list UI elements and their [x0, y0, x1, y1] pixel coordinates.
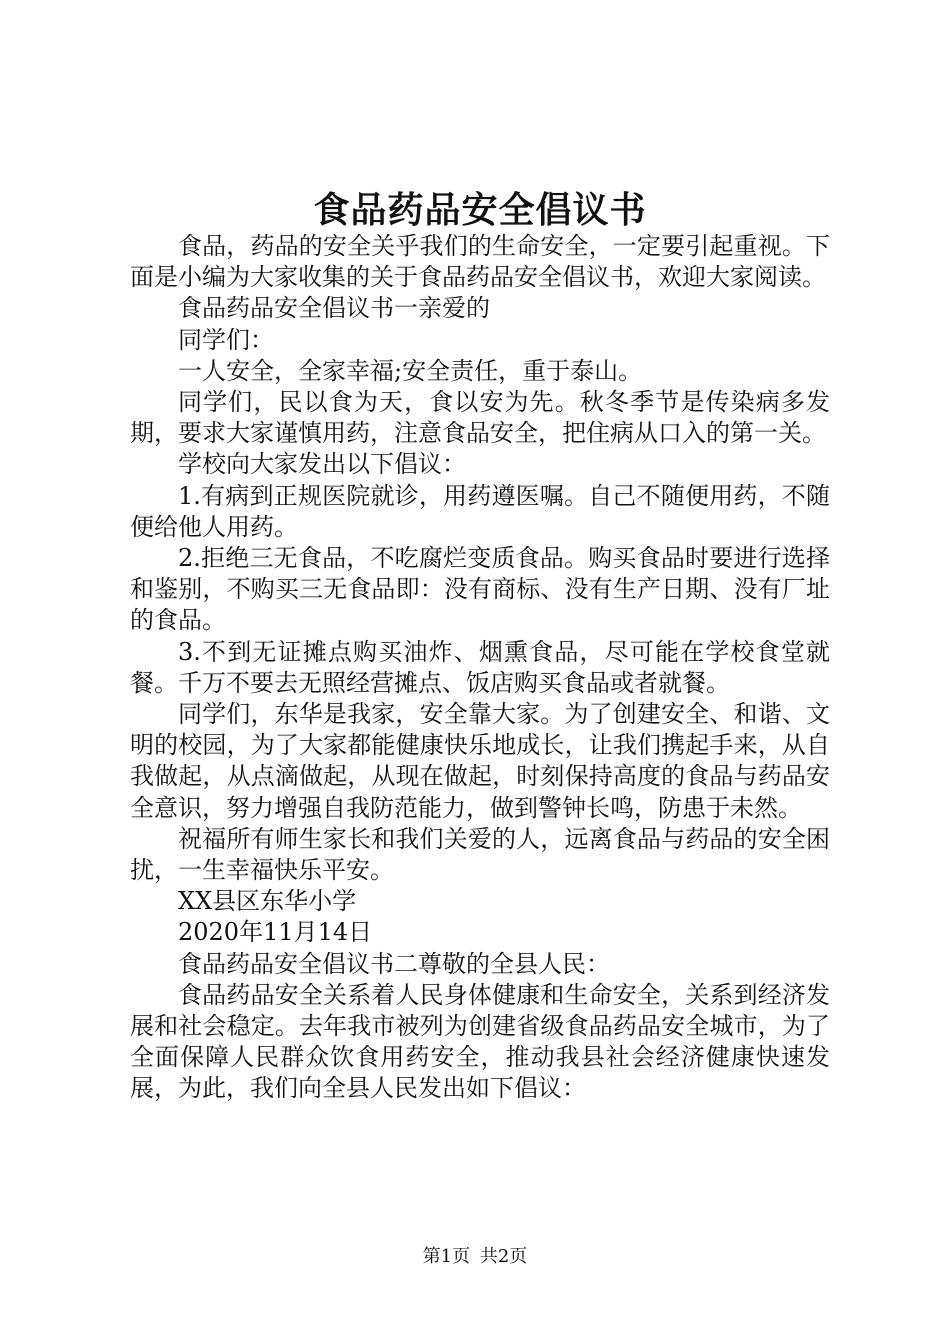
- page-total: 共2页: [479, 1246, 528, 1267]
- paragraph-motto: 一人安全，全家幸福;安全责任，重于泰山。: [178, 356, 643, 385]
- document-title: 食品药品安全倡议书: [313, 189, 647, 231]
- paragraph-signature: XX县区东华小学: [178, 887, 357, 916]
- paragraph-item-3: 3.不到无证摊点购买油炸、烟熏食品，尽可能在学校食堂就餐。千万不要去无照经营摊点、饭店购买食品或者就餐。: [130, 637, 830, 697]
- paragraph-intro: 食品，药品的安全关乎我们的生命安全，一定要引起重视。下面是小编为大家收集的关于食品药品安全倡议书，欢迎大家阅读。: [130, 232, 830, 292]
- page-number: 第1页: [422, 1246, 471, 1267]
- paragraph-call: 同学们，东华是我家，安全靠大家。为了创建安全、和谐、文明的校园，为了大家都能健康快乐地成长，让我们携起手来，从自我做起，从点滴做起，从现在做起，时刻保持高度的食品与药品安全意识，努力增强自我防范能力，做到警钟长鸣，防患于未然。: [130, 700, 830, 822]
- paragraph-item-2: 2.拒绝三无食品，不吃腐烂变质食品。购买食品时要进行选择和鉴别，不购买三无食品即：没有商标、没有生产日期、没有厂址的食品。: [130, 544, 830, 635]
- paragraph-county: 食品药品安全关系着人民身体健康和生命安全，关系到经济发展和社会稳定。去年我市被列为创建省级食品药品安全城市，为了全面保障人民群众饮食用药安全，推动我县社会经济健康快速发展，为此，我们向全县人民发出如下倡议：: [130, 980, 830, 1103]
- paragraph-date: 2020年11月14日: [178, 918, 373, 947]
- paragraph-salutation: 同学们：: [178, 325, 274, 354]
- document-page: [130, 185, 830, 1105]
- paragraph-proposal-intro: 学校向大家发出以下倡议：: [178, 450, 466, 479]
- paragraph-heading-two: 食品药品安全倡议书二尊敬的全县人民：: [178, 949, 610, 978]
- paragraph-season: 同学们，民以食为天，食以安为先。秋冬季节是传染病多发期，要求大家谨慎用药，注意食品安全，把住病从口入的第一关。: [130, 388, 830, 448]
- paragraph-item-1: 1.有病到正规医院就诊，用药遵医嘱。自己不随便用药，不随便给他人用药。: [130, 481, 830, 541]
- paragraph-blessing: 祝福所有师生家长和我们关爱的人，远离食品与药品的安全困扰，一生幸福快乐平安。: [130, 824, 830, 885]
- paragraph-heading-one: 食品药品安全倡议书一亲爱的: [178, 294, 490, 323]
- page-footer: [0, 1245, 950, 1269]
